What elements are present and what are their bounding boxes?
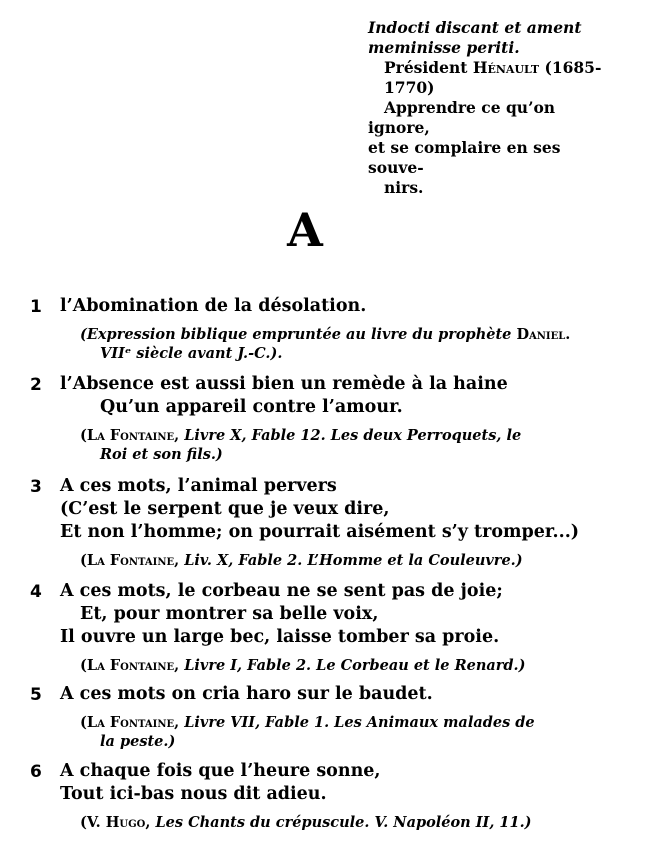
entry-number: 1 — [30, 297, 42, 317]
source-author: La Fontaine, — [86, 657, 180, 674]
quotation-source — [60, 713, 630, 751]
quotation-line: (C’est le serpent que je veux dire, — [60, 499, 390, 519]
epigraph-author-prefix: Président — [384, 58, 468, 77]
entry-number: 5 — [30, 685, 42, 705]
quotation-source — [60, 813, 630, 832]
entry-number: 4 — [30, 582, 42, 602]
quotation-line: Qu’un appareil contre l’amour. — [100, 397, 403, 417]
quotation-source — [60, 551, 630, 570]
epigraph-author-dates-end: 1770) — [384, 78, 435, 97]
epigraph-translation-line1: Apprendre ce qu’on ignore, — [368, 98, 556, 137]
quotation-line: A ces mots, le corbeau ne se sent pas de joie; — [60, 581, 503, 601]
source-open: ( — [80, 552, 87, 569]
source-text: Liv. X, Fable 2. L’Homme et la Couleuvre.) — [179, 552, 523, 569]
section-letter: A — [287, 203, 323, 257]
quotation-line: A chaque fois que l’heure sonne, — [60, 761, 381, 781]
epigraph-translation-line2: et se complaire en ses souve- — [368, 138, 561, 177]
source-author: Daniel. — [516, 326, 571, 343]
quotation-line: Tout ici-bas nous dit adieu. — [60, 784, 327, 804]
source-open: (V. — [80, 814, 106, 831]
entry-number: 3 — [30, 477, 42, 497]
quotation-line: A ces mots, l’animal pervers — [60, 476, 337, 496]
epigraph-translation-cont — [368, 138, 616, 198]
epigraph-translation — [368, 98, 616, 138]
epigraph-author-dates: (1685- — [544, 58, 602, 77]
quotation-source — [60, 426, 630, 464]
epigraph-author-name: Hénault — [472, 58, 540, 77]
epigraph-translation-line3: nirs. — [384, 178, 424, 197]
quotation-source — [60, 325, 630, 363]
entry-number: 6 — [30, 762, 42, 782]
epigraph-latin-line2: meminisse periti. — [368, 38, 520, 57]
epigraph-latin — [368, 18, 616, 58]
epigraph — [368, 18, 616, 198]
source-text: Livre I, Fable 2. Le Corbeau et le Renard.) — [179, 657, 526, 674]
source-text: Les Chants du crépuscule. V. Napoléon II, 11.) — [150, 814, 532, 831]
epigraph-author — [384, 58, 616, 98]
source-open: ( — [80, 427, 87, 444]
source-author: Hugo, — [105, 814, 151, 831]
source-text-cont: Roi et son fils.) — [100, 446, 223, 463]
epigraph-latin-line1: Indocti discant et ament — [368, 18, 582, 37]
quotation-line: l’Abomination de la désolation. — [60, 296, 367, 316]
quotation-line: Et non l’homme; on pourrait aisément s’y tromper...) — [60, 522, 580, 542]
source-text: Livre X, Fable 12. Les deux Perroquets, le — [179, 427, 522, 444]
source-author: La Fontaine, — [86, 552, 180, 569]
source-author: La Fontaine, — [86, 714, 180, 731]
entry-number: 2 — [30, 375, 42, 395]
source-text-cont: VIIᵉ siècle avant J.-C.). — [100, 345, 283, 362]
quotation-line: l’Absence est aussi bien un remède à la haine — [60, 374, 508, 394]
source-text: (Expression biblique empruntée au livre du prophète — [80, 326, 517, 343]
quotation-line: Il ouvre un large bec, laisse tomber sa proie. — [60, 627, 500, 647]
source-author: La Fontaine, — [86, 427, 180, 444]
quotation-line: A ces mots on cria haro sur le baudet. — [60, 684, 433, 704]
source-open: ( — [80, 714, 87, 731]
source-text: Livre VII, Fable 1. Les Animaux malades de — [179, 714, 535, 731]
source-open: ( — [80, 657, 87, 674]
quotation-line: Et, pour montrer sa belle voix, — [80, 604, 379, 624]
quotation-source — [60, 656, 630, 675]
source-text-cont: la peste.) — [100, 733, 176, 750]
